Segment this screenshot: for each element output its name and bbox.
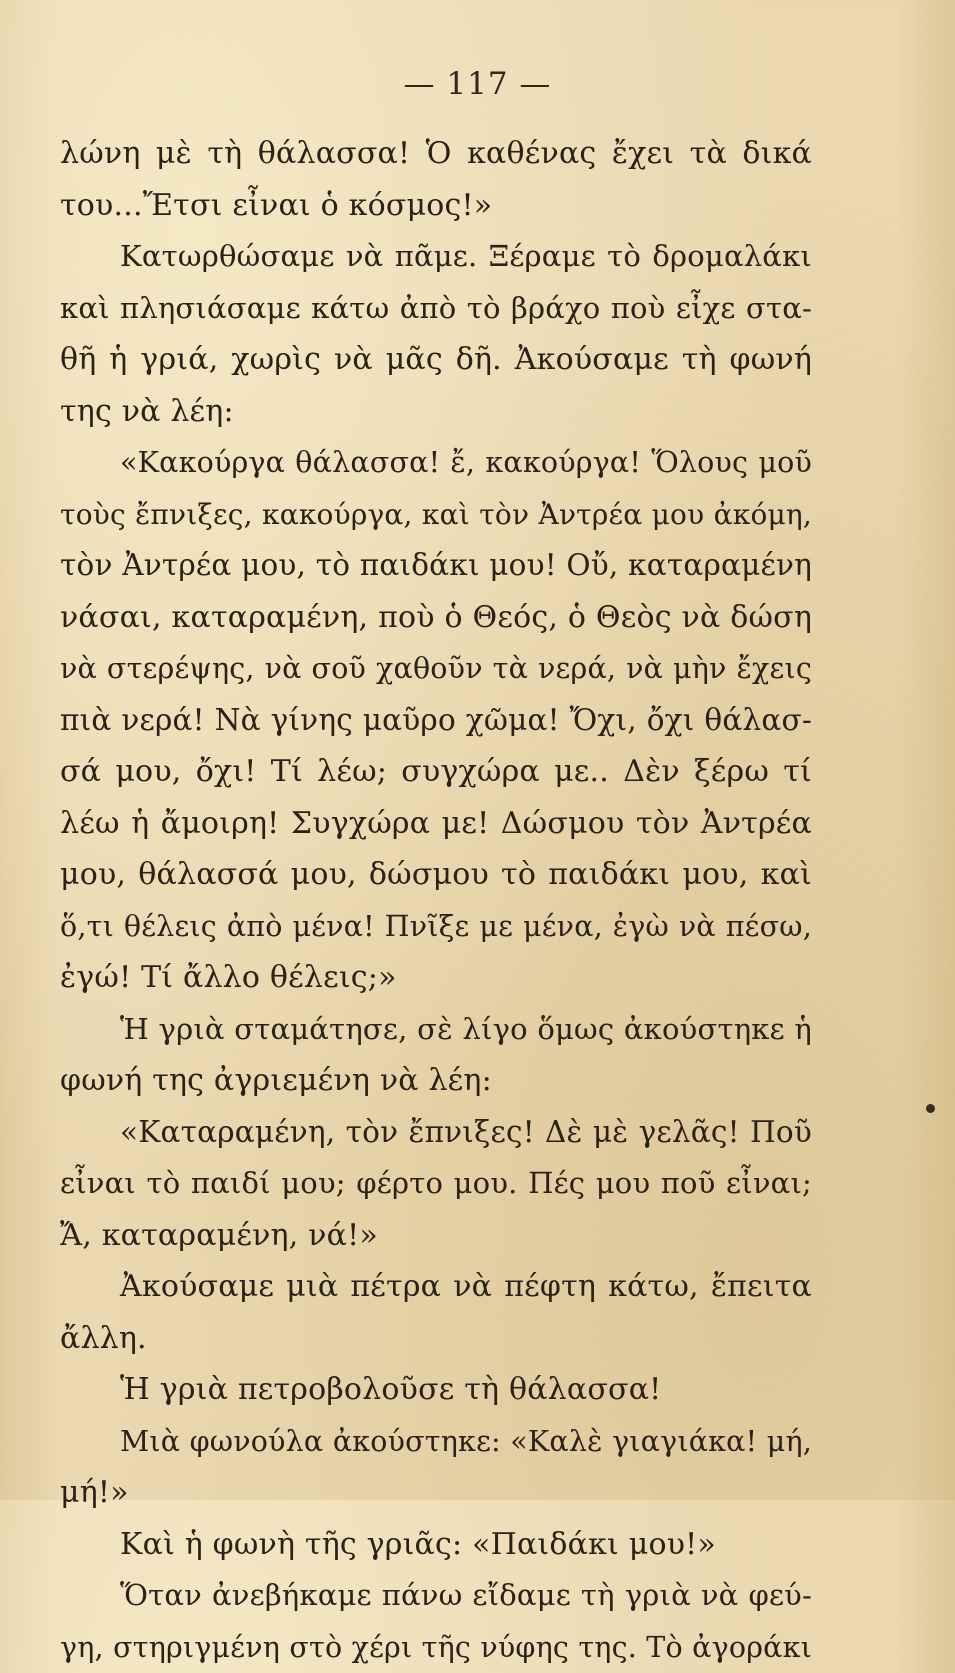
text-line: Κατωρθώσαμε νὰ πᾶμε. Ξέραμε τὸ δρομαλάκι [60,231,812,283]
text-line: ἐγώ! Τί ἄλλο θέλεις;» [60,952,812,1004]
text-line: γη, στηριγμένη στὸ χέρι τῆς νύφης της. Τὸ ἀγοράκι [60,1622,812,1673]
text-line: φωνή της ἀγριεμένη νὰ λέη: [60,1055,812,1107]
body-text [60,128,812,1673]
ink-speck [926,1104,935,1113]
text-line: νάσαι, καταραμένη, ποὺ ὁ Θεός, ὁ Θεὸς νὰ δώση [60,592,812,644]
text-line: Καὶ ἡ φωνὴ τῆς γριᾶς: «Παιδάκι μου!» [60,1519,812,1571]
text-line: «Κακούργα θάλασσα! ἔ, κακούργα! Ὅλους μοῦ [60,437,812,489]
text-line: πιὰ νερά! Νὰ γίνης μαῦρο χῶμα! Ὄχι, ὄχι θάλασ- [60,695,812,747]
text-line: τοὺς ἔπνιξες, κακούργα, καὶ τὸν Ἀντρέα μου ἀκόμη, [60,489,812,541]
text-line: ἄλλη. [60,1313,812,1365]
text-line: μου, θάλασσά μου, δώσμου τὸ παιδάκι μου, καὶ [60,849,812,901]
text-line: λέω ἡ ἄμοιρη! Συγχώρα με! Δώσμου τὸν Ἀντρέα [60,798,812,850]
text-line: σά μου, ὄχι! Τί λέω; συγχώρα με.. Δὲν ξέρω τί [60,746,812,798]
text-line: Ἡ γριὰ σταμάτησε, σὲ λίγο ὅμως ἀκούστηκε ἡ [60,1004,812,1056]
text-line: νὰ στερέψης, νὰ σοῦ χαθοῦν τὰ νερά, νὰ μὴν ἔχεις [60,643,812,695]
text-line: του...Ἔτσι εἶναι ὁ κόσμος!» [60,180,812,232]
text-line: της νὰ λέη: [60,386,812,438]
text-line: Ἡ γριὰ πετροβολοῦσε τὴ θάλασσα! [60,1364,812,1416]
text-line: «Καταραμένη, τὸν ἔπνιξες! Δὲ μὲ γελᾶς! Ποῦ [60,1107,812,1159]
page-number: — 117 — [0,66,955,102]
text-line: μή!» [60,1467,812,1519]
text-line: λώνη μὲ τὴ θάλασσα! Ὁ καθένας ἔχει τὰ δικά [60,128,812,180]
text-line: Ὅταν ἀνεβήκαμε πάνω εἴδαμε τὴ γριὰ νὰ φεύ- [60,1570,812,1622]
text-line: εἶναι τὸ παιδί μου; φέρτο μου. Πές μου ποῦ εἶναι; [60,1158,812,1210]
text-line: Ἀκούσαμε μιὰ πέτρα νὰ πέφτη κάτω, ἔπειτα [60,1261,812,1313]
text-line: Μιὰ φωνούλα ἀκούστηκε: «Καλὲ γιαγιάκα! μή, [60,1416,812,1468]
text-line: ὅ,τι θέλεις ἀπὸ μένα! Πνῖξε με μένα, ἐγὼ νὰ πέσω, [60,901,812,953]
text-line: θῆ ἡ γριά, χωρὶς νὰ μᾶς δῆ. Ἀκούσαμε τὴ φωνή [60,334,812,386]
text-line: τὸν Ἀντρέα μου, τὸ παιδάκι μου! Οὔ, καταραμένη [60,540,812,592]
text-line: καὶ πλησιάσαμε κάτω ἀπὸ τὸ βράχο ποὺ εἶχε στα- [60,283,812,335]
text-line: Ἄ, καταραμένη, νά!» [60,1210,812,1262]
